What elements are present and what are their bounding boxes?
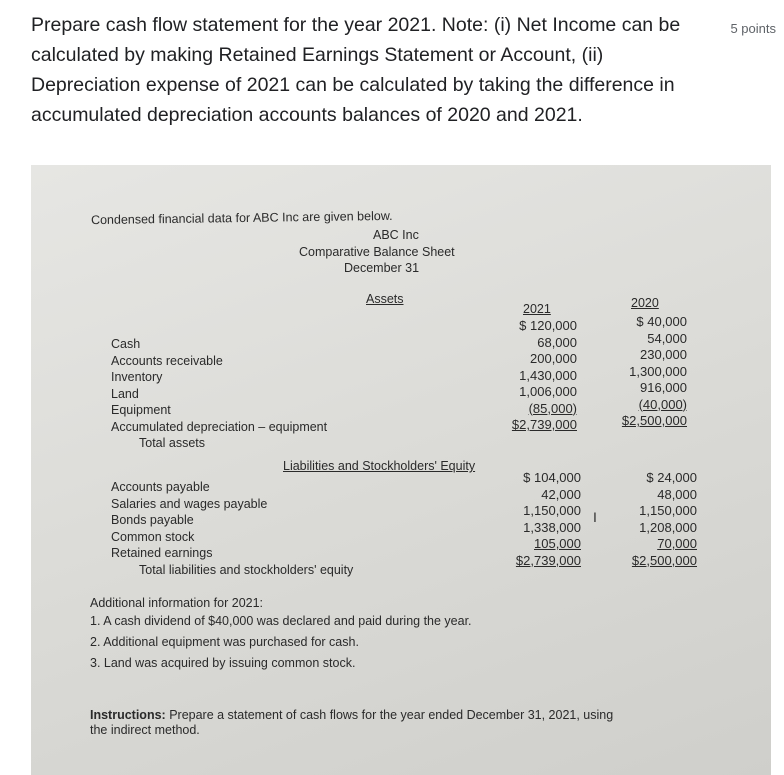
instructions-text-line2: the indirect method. [90,723,200,737]
total-assets-label: Total assets [139,436,206,450]
text-cursor-icon: I [593,509,597,525]
asset-label: Accounts receivable [111,353,223,368]
additional-item: 2. Additional equipment was purchased for cash. [90,635,359,649]
asset-label: Equipment [111,403,171,417]
liability-label: Accounts payable [111,480,210,494]
instructions [90,708,613,722]
asset-value-2020: $ 40,000 [636,314,687,329]
total-liabilities-2020: $2,500,000 [631,552,697,568]
statement-title: Comparative Balance Sheet [299,245,455,259]
asset-value-2020: 916,000 [640,380,687,395]
asset-value-2021: 1,006,000 [519,384,577,399]
intro-text: Condensed financial data for ABC Inc are given below. [90,208,393,228]
total-assets-2020: $2,500,000 [621,413,687,428]
asset-label: Inventory [111,370,163,384]
asset-label: Land [111,386,139,401]
liability-value-2020: 1,150,000 [639,503,697,518]
asset-value-2020: 1,300,000 [629,363,687,379]
liabilities-heading: Liabilities and Stockholders' Equity [283,459,476,473]
liability-value-2021: 1,150,000 [523,503,581,518]
additional-heading: Additional information for 2021: [90,596,264,610]
asset-value-2021: 200,000 [530,351,577,366]
asset-value-2020: 230,000 [640,347,687,362]
asset-value-2021: 68,000 [537,334,577,350]
asset-value-2021: (85,000) [528,400,577,416]
liabilities-labels [111,479,353,578]
asset-label: Accumulated depreciation – equipment [111,419,328,434]
liability-value-2020: 1,208,000 [639,519,697,535]
asset-label: Cash [111,337,141,351]
asset-value-2020: (40,000) [638,396,687,412]
year-2021-header: 2021 [523,302,551,316]
asset-value-2021: $ 120,000 [519,318,577,333]
liability-label: Common stock [111,529,195,544]
liability-value-2021: 1,338,000 [523,519,581,535]
total-liabilities-2021: $2,739,000 [515,552,581,568]
assets-2020-column [601,314,687,430]
liability-value-2021: 105,000 [534,536,581,551]
assets-2021-column [491,318,577,434]
question-block [31,10,776,130]
liabilities-2020-column [611,470,697,569]
total-assets-2021: $2,739,000 [511,417,577,432]
additional-item: 1. A cash dividend of $40,000 was declared and paid during the year. [90,614,472,628]
company-name: ABC Inc [373,228,419,242]
asset-value-2020: 54,000 [647,330,687,346]
liability-value-2020: 70,000 [657,536,697,551]
additional-list [90,611,472,674]
question-text: Prepare cash flow statement for the year 2021. Note: (i) Net Income can be calculated by making Retained Earnings Statement or Account, (ii) Depreciation expense of 2021 can be calculated by taking the difference in accumulated depreciation accounts balances of 2020 and 2021. [31,14,681,126]
liability-label: Retained earnings [111,546,213,560]
liability-label: Bonds payable [111,513,194,527]
additional-item: 3. Land was acquired by issuing common stock. [90,656,356,670]
assets-heading: Assets [366,292,404,306]
liability-label: Salaries and wages payable [111,496,268,511]
liabilities-2021-column [495,470,581,569]
instructions-label: Instructions: [90,708,166,722]
points-label: 5 points [730,21,776,36]
liability-value-2021: $ 104,000 [523,470,581,485]
problem-photo [31,165,771,775]
year-2020-header: 2020 [631,296,659,310]
instructions-text: Prepare a statement of cash flows for the year ended December 31, 2021, using [169,708,614,722]
liability-value-2020: 48,000 [657,486,697,502]
asset-value-2021: 1,430,000 [519,367,577,383]
liability-value-2021: 42,000 [541,486,581,502]
liability-value-2020: $ 24,000 [646,470,697,485]
statement-date: December 31 [344,261,420,275]
assets-labels [111,336,327,452]
total-liabilities-label: Total liabilities and stockholders' equity [139,562,354,577]
